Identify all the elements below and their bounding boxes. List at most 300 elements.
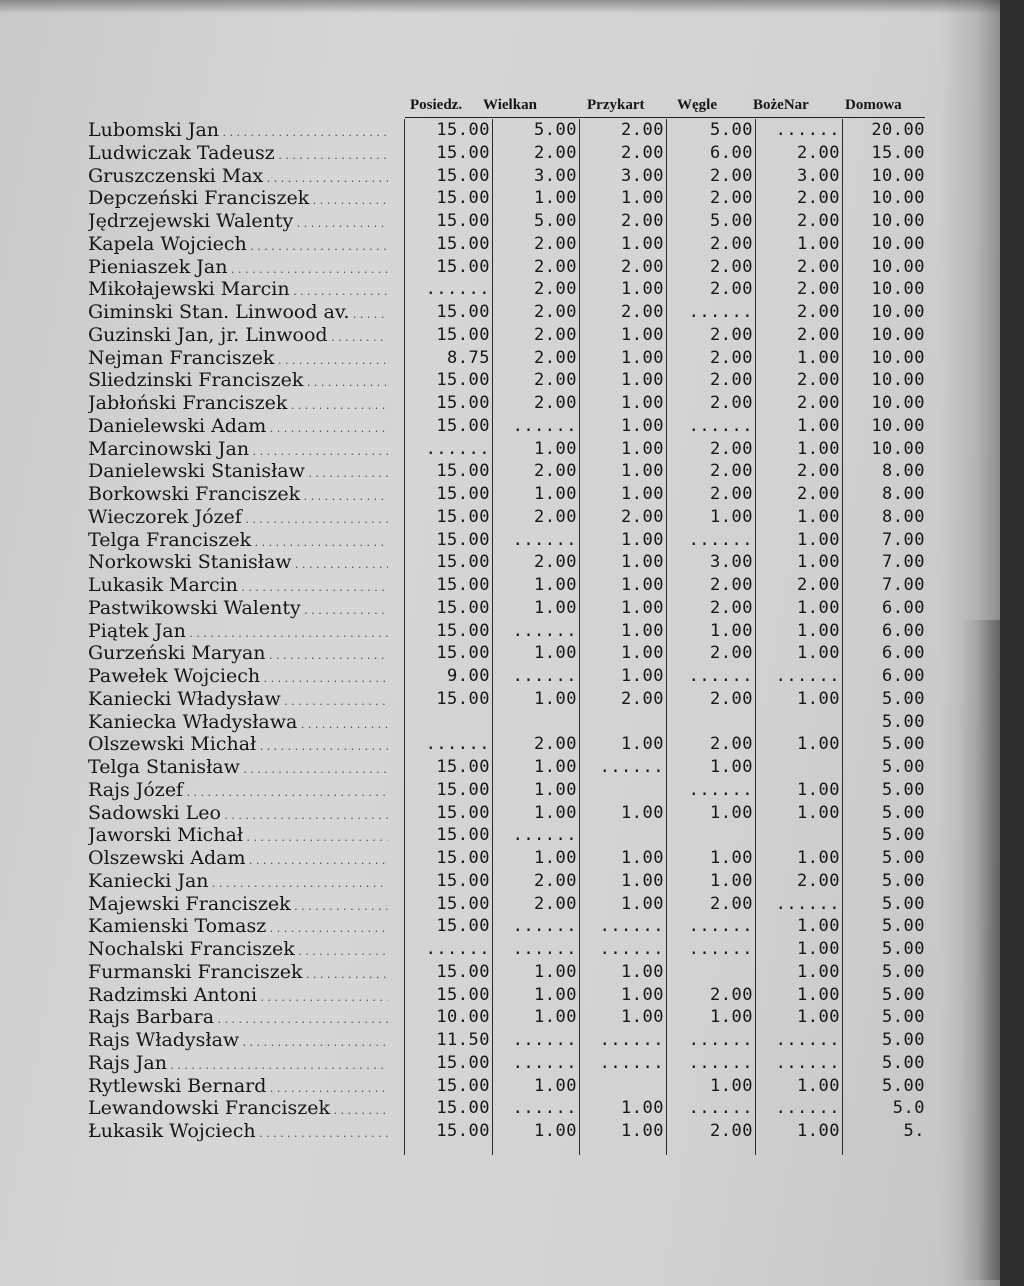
table-row bbox=[0, 779, 1000, 802]
amount-cell: 10.00 bbox=[436, 1007, 490, 1028]
amount-cell: 5.00 bbox=[882, 757, 925, 777]
amount-cell: 15.00 bbox=[436, 233, 490, 254]
amount-cell: 2.00 bbox=[797, 302, 840, 322]
amount-cell: 1.00 bbox=[534, 757, 577, 777]
amount-cell: 15.00 bbox=[436, 893, 490, 914]
table-row bbox=[0, 893, 1000, 916]
amount-cell: 1.00 bbox=[621, 347, 664, 368]
member-name: Sadowski Leo . . . bbox=[88, 802, 388, 825]
table-row bbox=[0, 824, 1000, 847]
amount-cell: ...... bbox=[599, 757, 664, 777]
amount-cell: 1.00 bbox=[797, 643, 840, 664]
amount-cell: 1.00 bbox=[534, 961, 577, 982]
amount-cell: 15.00 bbox=[436, 552, 490, 573]
member-name: Giminski Stan. Linwood av. . . . bbox=[88, 301, 388, 324]
amount-cell: 1.00 bbox=[621, 188, 664, 209]
table-row bbox=[0, 483, 1000, 506]
amount-cell bbox=[758, 824, 840, 847]
amount-cell: 10.00 bbox=[871, 302, 925, 322]
table-row bbox=[0, 369, 1000, 392]
amount-cell: 10.00 bbox=[871, 393, 925, 413]
amount-cell: 1.00 bbox=[710, 620, 753, 641]
table-row bbox=[0, 347, 1000, 370]
member-name: Kapela Wojciech . . . bbox=[88, 233, 388, 256]
amount-cell: 1.00 bbox=[710, 802, 753, 823]
amount-cell: 5.0 bbox=[892, 1098, 925, 1119]
amount-cell bbox=[582, 1075, 664, 1098]
amount-cell: 10.00 bbox=[871, 188, 925, 209]
amount-cell: 7.00 bbox=[882, 575, 925, 595]
table-row bbox=[0, 460, 1000, 483]
amount-cell: 5.00 bbox=[882, 1030, 925, 1050]
table-row bbox=[0, 915, 1000, 938]
amount-cell: ...... bbox=[599, 939, 664, 959]
amount-cell: 1.00 bbox=[710, 870, 753, 891]
amount-cell: 15.00 bbox=[871, 142, 925, 163]
table-row bbox=[0, 688, 1000, 711]
amount-cell: 1.00 bbox=[621, 666, 664, 686]
amount-cell: 2.00 bbox=[534, 279, 577, 300]
amount-cell: 10.00 bbox=[871, 211, 925, 231]
amount-cell: ...... bbox=[688, 415, 753, 436]
amount-cell: 3.00 bbox=[621, 165, 664, 186]
amount-cell: ...... bbox=[775, 1052, 840, 1073]
amount-cell: 1.00 bbox=[797, 802, 840, 823]
amount-cell: 1.00 bbox=[797, 1007, 840, 1028]
table-row bbox=[0, 642, 1000, 665]
amount-cell: 2.00 bbox=[710, 165, 753, 186]
amount-cell: 15.00 bbox=[436, 1075, 490, 1096]
amount-cell: ...... bbox=[775, 120, 840, 140]
amount-cell: 15.00 bbox=[436, 324, 490, 345]
amount-cell: 2.00 bbox=[534, 256, 577, 277]
amount-cell: 1.00 bbox=[534, 575, 577, 595]
amount-cell: 2.00 bbox=[797, 575, 840, 595]
table-row bbox=[0, 1097, 1000, 1120]
amount-cell: ...... bbox=[599, 1052, 664, 1073]
amount-cell: 1.00 bbox=[534, 1121, 577, 1141]
amount-cell: 15.00 bbox=[436, 529, 490, 550]
amount-cell: 7.00 bbox=[882, 529, 925, 550]
table-row bbox=[0, 802, 1000, 825]
member-name: Danielewski Adam . . . bbox=[88, 415, 388, 438]
amount-cell: 8.75 bbox=[447, 347, 490, 368]
amount-cell: 10.00 bbox=[871, 438, 925, 459]
amount-cell: 2.00 bbox=[710, 393, 753, 413]
amount-cell: 1.00 bbox=[534, 779, 577, 800]
amount-cell: 1.00 bbox=[534, 597, 577, 618]
amount-cell: 2.00 bbox=[710, 370, 753, 391]
amount-cell: 2.00 bbox=[710, 188, 753, 209]
amount-cell: 2.00 bbox=[797, 870, 840, 891]
amount-cell: ...... bbox=[688, 1098, 753, 1119]
amount-cell: 15.00 bbox=[436, 848, 490, 868]
amount-cell bbox=[758, 711, 840, 734]
amount-cell: 2.00 bbox=[621, 120, 664, 140]
amount-cell: 5.00 bbox=[882, 916, 925, 937]
table-row bbox=[0, 187, 1000, 210]
amount-cell: 2.00 bbox=[534, 370, 577, 391]
amount-cell: 1.00 bbox=[621, 870, 664, 891]
amount-cell: 1.00 bbox=[621, 279, 664, 300]
amount-cell: 15.00 bbox=[436, 802, 490, 823]
amount-cell: 2.00 bbox=[534, 324, 577, 345]
amount-cell: 5.00 bbox=[882, 961, 925, 982]
amount-cell: 1.00 bbox=[534, 984, 577, 1005]
amount-cell: 2.00 bbox=[621, 142, 664, 163]
table-row bbox=[0, 597, 1000, 620]
member-name: Telga Stanisław . . . bbox=[88, 756, 388, 779]
member-name: Łukasik Wojciech . . . bbox=[88, 1120, 388, 1143]
amount-cell: 1.00 bbox=[621, 415, 664, 436]
table-row bbox=[0, 438, 1000, 461]
amount-cell: 15.00 bbox=[436, 484, 490, 504]
amount-cell: 1.00 bbox=[621, 552, 664, 573]
amount-cell: 2.00 bbox=[710, 279, 753, 300]
amount-cell: 2.00 bbox=[534, 393, 577, 413]
amount-cell: 1.00 bbox=[621, 438, 664, 459]
amount-cell: 5.00 bbox=[882, 825, 925, 846]
amount-cell: 1.00 bbox=[710, 848, 753, 868]
amount-cell: 2.00 bbox=[797, 370, 840, 391]
amount-cell: 15.00 bbox=[436, 165, 490, 186]
amount-cell: 10.00 bbox=[871, 256, 925, 277]
amount-cell: 15.00 bbox=[436, 120, 490, 140]
amount-cell: 1.00 bbox=[797, 984, 840, 1005]
amount-cell: 2.00 bbox=[710, 643, 753, 664]
amount-cell: 1.00 bbox=[710, 1075, 753, 1096]
member-name: Jaworski Michał . . . bbox=[88, 824, 388, 847]
amount-cell: 1.00 bbox=[797, 415, 840, 436]
member-name: Majewski Franciszek . . . bbox=[88, 893, 388, 916]
amount-cell: ...... bbox=[512, 666, 577, 686]
amount-cell: 2.00 bbox=[534, 734, 577, 755]
member-name: Radzimski Antoni . . . bbox=[88, 984, 388, 1007]
amount-cell: 15.00 bbox=[436, 393, 490, 413]
amount-cell: ...... bbox=[512, 1030, 577, 1050]
amount-cell: 1.00 bbox=[797, 620, 840, 641]
table-row bbox=[0, 1006, 1000, 1029]
amount-cell: 1.00 bbox=[797, 961, 840, 982]
amount-cell: 5.00 bbox=[882, 893, 925, 914]
amount-cell: 1.00 bbox=[621, 848, 664, 868]
amount-cell: 1.00 bbox=[797, 734, 840, 755]
amount-cell: ...... bbox=[512, 529, 577, 550]
amount-cell: 1.00 bbox=[534, 1075, 577, 1096]
amount-cell: 15.00 bbox=[436, 211, 490, 231]
amount-cell: 2.00 bbox=[710, 688, 753, 709]
amount-cell: 2.00 bbox=[797, 461, 840, 482]
amount-cell: 2.00 bbox=[534, 347, 577, 368]
amount-cell: ...... bbox=[599, 916, 664, 937]
amount-cell: 15.00 bbox=[436, 643, 490, 664]
table-header bbox=[405, 95, 925, 118]
amount-cell: ...... bbox=[688, 939, 753, 959]
amount-cell: 1.00 bbox=[797, 688, 840, 709]
amount-cell: 1.00 bbox=[621, 961, 664, 982]
amount-cell: 11.50 bbox=[436, 1030, 490, 1050]
amount-cell bbox=[582, 711, 664, 734]
member-name: Pieniaszek Jan . . . bbox=[88, 256, 388, 279]
amount-cell: 1.00 bbox=[534, 848, 577, 868]
member-name: Kamienski Tomasz . . . bbox=[88, 915, 388, 938]
table-row bbox=[0, 119, 1000, 142]
member-name: Rajs Barbara . . . bbox=[88, 1006, 388, 1029]
amount-cell: 2.00 bbox=[621, 211, 664, 231]
member-name: Olszewski Michał . . . bbox=[88, 733, 388, 756]
amount-cell: 2.00 bbox=[710, 893, 753, 914]
member-name: Kaniecki Jan . . . bbox=[88, 870, 388, 893]
table-row bbox=[0, 278, 1000, 301]
amount-cell: 5.00 bbox=[882, 939, 925, 959]
amount-cell: 15.00 bbox=[436, 1052, 490, 1073]
amount-cell: 1.00 bbox=[621, 324, 664, 345]
amount-cell: 15.00 bbox=[436, 688, 490, 709]
table-row bbox=[0, 392, 1000, 415]
amount-cell: ...... bbox=[512, 916, 577, 937]
table-row bbox=[0, 324, 1000, 347]
amount-cell: 1.00 bbox=[534, 438, 577, 459]
amount-cell: 2.00 bbox=[534, 506, 577, 527]
amount-cell: ...... bbox=[775, 666, 840, 686]
amount-cell: 5.00 bbox=[534, 211, 577, 231]
amount-cell: 5. bbox=[903, 1121, 925, 1141]
amount-cell bbox=[495, 711, 577, 734]
member-name: Kaniecki Władysław . . . bbox=[88, 688, 388, 711]
table-row bbox=[0, 1075, 1000, 1098]
table-row bbox=[0, 984, 1000, 1007]
member-name: Jabłoński Franciszek . . . bbox=[88, 392, 388, 415]
amount-cell: 2.00 bbox=[534, 870, 577, 891]
amount-cell: 15.00 bbox=[436, 1098, 490, 1119]
amount-cell: 1.00 bbox=[621, 643, 664, 664]
table-row bbox=[0, 165, 1000, 188]
amount-cell: 1.00 bbox=[621, 1098, 664, 1119]
amount-cell: 1.00 bbox=[797, 233, 840, 254]
amount-cell: 1.00 bbox=[621, 233, 664, 254]
table-row bbox=[0, 301, 1000, 324]
amount-cell: ...... bbox=[512, 1052, 577, 1073]
amount-cell: 1.00 bbox=[534, 484, 577, 504]
amount-cell bbox=[668, 824, 753, 847]
amount-cell: 5.00 bbox=[882, 688, 925, 709]
amount-cell: 5.00 bbox=[534, 120, 577, 140]
amount-cell: 15.00 bbox=[436, 188, 490, 209]
amount-cell: ...... bbox=[688, 1030, 753, 1050]
amount-cell: 15.00 bbox=[436, 370, 490, 391]
member-name: Lukasik Marcin . . . bbox=[88, 574, 388, 597]
amount-cell: ...... bbox=[688, 529, 753, 550]
amount-cell: 5.00 bbox=[882, 734, 925, 755]
amount-cell: 2.00 bbox=[797, 188, 840, 209]
amount-cell: 2.00 bbox=[621, 688, 664, 709]
member-name: Rajs Józef . . . bbox=[88, 779, 388, 802]
amount-cell: 1.00 bbox=[621, 575, 664, 595]
amount-cell: ...... bbox=[688, 666, 753, 686]
amount-cell: 2.00 bbox=[710, 984, 753, 1005]
amount-cell: 15.00 bbox=[436, 256, 490, 277]
amount-cell: 6.00 bbox=[882, 666, 925, 686]
amount-cell: 6.00 bbox=[882, 643, 925, 664]
amount-cell: ...... bbox=[775, 1030, 840, 1050]
table-body bbox=[0, 119, 1000, 1143]
amount-cell: 15.00 bbox=[436, 142, 490, 163]
table-row bbox=[0, 665, 1000, 688]
member-name: Sliedzinski Franciszek . . . bbox=[88, 369, 388, 392]
table-row bbox=[0, 938, 1000, 961]
amount-cell: 5.00 bbox=[882, 1007, 925, 1028]
amount-cell: 1.00 bbox=[797, 529, 840, 550]
member-name: Lewandowski Franciszek . . . bbox=[88, 1097, 388, 1120]
amount-cell: 5.00 bbox=[882, 711, 925, 732]
amount-cell: 10.00 bbox=[871, 415, 925, 436]
member-name: Kaniecka Władysława . . . bbox=[88, 711, 388, 734]
amount-cell: ...... bbox=[688, 916, 753, 937]
amount-cell: ...... bbox=[425, 279, 490, 300]
amount-cell: 1.00 bbox=[797, 347, 840, 368]
amount-cell: 5.00 bbox=[882, 848, 925, 868]
amount-cell: 5.00 bbox=[710, 211, 753, 231]
amount-cell: 1.00 bbox=[534, 188, 577, 209]
table-row bbox=[0, 1029, 1000, 1052]
amount-cell: 1.00 bbox=[797, 1121, 840, 1141]
amount-cell: 5.00 bbox=[710, 120, 753, 140]
member-name: Wieczorek Józef . . . bbox=[88, 506, 388, 529]
amount-cell: 5.00 bbox=[882, 779, 925, 800]
amount-cell: 2.00 bbox=[534, 233, 577, 254]
amount-cell: 1.00 bbox=[621, 620, 664, 641]
member-name: Mikołajewski Marcin . . . bbox=[88, 278, 388, 301]
amount-cell: 5.00 bbox=[882, 802, 925, 823]
amount-cell: 2.00 bbox=[534, 552, 577, 573]
amount-cell: 1.00 bbox=[621, 370, 664, 391]
table-row bbox=[0, 711, 1000, 734]
amount-cell: 10.00 bbox=[871, 233, 925, 254]
amount-cell: ...... bbox=[425, 438, 490, 459]
amount-cell: ...... bbox=[512, 620, 577, 641]
amount-cell: 10.00 bbox=[871, 165, 925, 186]
col-header-przykart: Przykart bbox=[587, 97, 645, 113]
amount-cell: 1.00 bbox=[710, 1007, 753, 1028]
amount-cell: 2.00 bbox=[797, 256, 840, 277]
amount-cell: 2.00 bbox=[710, 575, 753, 595]
member-name: Gurzeński Maryan . . . bbox=[88, 642, 388, 665]
amount-cell: 10.00 bbox=[871, 370, 925, 391]
table-row bbox=[0, 733, 1000, 756]
amount-cell: 1.00 bbox=[534, 688, 577, 709]
member-name: Telga Franciszek . . . bbox=[88, 529, 388, 552]
amount-cell: 1.00 bbox=[797, 916, 840, 937]
amount-cell: 15.00 bbox=[436, 984, 490, 1005]
table-row bbox=[0, 1120, 1000, 1143]
member-name: Nejman Franciszek . . . bbox=[88, 347, 388, 370]
member-name: Borkowski Franciszek . . . bbox=[88, 483, 388, 506]
table-row bbox=[0, 506, 1000, 529]
member-name: Jędrzejewski Walenty . . . bbox=[88, 210, 388, 233]
amount-cell: 1.00 bbox=[621, 984, 664, 1005]
member-name: Ludwiczak Tadeusz . . . bbox=[88, 142, 388, 165]
amount-cell: 1.00 bbox=[797, 438, 840, 459]
col-header-posiedz: Posiedz. bbox=[410, 97, 463, 113]
amount-cell: 1.00 bbox=[710, 757, 753, 777]
amount-cell: 2.00 bbox=[534, 461, 577, 482]
member-name: Rytlewski Bernard . . . bbox=[88, 1075, 388, 1098]
amount-cell: 2.00 bbox=[710, 484, 753, 504]
member-name: Nochalski Franciszek . . . bbox=[88, 938, 388, 961]
amount-cell: ...... bbox=[512, 1098, 577, 1119]
amount-cell: 6.00 bbox=[882, 597, 925, 618]
amount-cell: 1.00 bbox=[621, 734, 664, 755]
amount-cell: 1.00 bbox=[621, 529, 664, 550]
amount-cell: 2.00 bbox=[710, 233, 753, 254]
col-header-domowa: Domowa bbox=[845, 97, 902, 113]
table-row bbox=[0, 756, 1000, 779]
member-name: Depczeński Franciszek . . . bbox=[88, 187, 388, 210]
table-row bbox=[0, 961, 1000, 984]
amount-cell: 15.00 bbox=[436, 961, 490, 982]
table-row bbox=[0, 551, 1000, 574]
member-name: Rajs Jan . . . bbox=[88, 1052, 388, 1075]
amount-cell: 1.00 bbox=[621, 461, 664, 482]
amount-cell: ...... bbox=[512, 415, 577, 436]
amount-cell: 1.00 bbox=[621, 1007, 664, 1028]
amount-cell: 1.00 bbox=[621, 597, 664, 618]
amount-cell: 2.00 bbox=[797, 484, 840, 504]
amount-cell: 2.00 bbox=[621, 302, 664, 322]
amount-cell: 5.00 bbox=[882, 984, 925, 1005]
amount-cell: 6.00 bbox=[710, 142, 753, 163]
amount-cell: 5.00 bbox=[882, 1075, 925, 1096]
amount-cell: 10.00 bbox=[871, 324, 925, 345]
table-row bbox=[0, 233, 1000, 256]
amount-cell: 2.00 bbox=[797, 279, 840, 300]
amount-cell: 2.00 bbox=[710, 438, 753, 459]
amount-cell: 2.00 bbox=[710, 461, 753, 482]
amount-cell: 15.00 bbox=[436, 825, 490, 846]
amount-cell: 15.00 bbox=[436, 1121, 490, 1141]
member-name: Lubomski Jan . . . bbox=[88, 119, 388, 142]
amount-cell: 2.00 bbox=[710, 324, 753, 345]
amount-cell: ...... bbox=[512, 825, 577, 846]
amount-cell: 8.00 bbox=[882, 506, 925, 527]
amount-cell: 20.00 bbox=[871, 120, 925, 140]
amount-cell: ...... bbox=[425, 939, 490, 959]
amount-cell: ...... bbox=[775, 1098, 840, 1119]
amount-cell bbox=[668, 961, 753, 984]
member-name: Olszewski Adam . . . bbox=[88, 847, 388, 870]
table-row bbox=[0, 847, 1000, 870]
table-row bbox=[0, 620, 1000, 643]
amount-cell: 9.00 bbox=[447, 666, 490, 686]
amount-cell bbox=[582, 824, 664, 847]
table-row bbox=[0, 256, 1000, 279]
amount-cell bbox=[582, 779, 664, 802]
amount-cell: 2.00 bbox=[710, 256, 753, 277]
table-row bbox=[0, 142, 1000, 165]
amount-cell: 15.00 bbox=[436, 597, 490, 618]
amount-cell: 2.00 bbox=[710, 597, 753, 618]
member-name: Danielewski Stanisław . . . bbox=[88, 460, 388, 483]
amount-cell: 3.00 bbox=[534, 165, 577, 186]
amount-cell bbox=[758, 756, 840, 779]
member-name: Rajs Władysław . . . bbox=[88, 1029, 388, 1052]
amount-cell: 2.00 bbox=[621, 256, 664, 277]
amount-cell: 2.00 bbox=[534, 893, 577, 914]
table-row bbox=[0, 529, 1000, 552]
table-row bbox=[0, 574, 1000, 597]
amount-cell: 8.00 bbox=[882, 484, 925, 504]
col-header-wegle: Węgle bbox=[677, 97, 717, 113]
